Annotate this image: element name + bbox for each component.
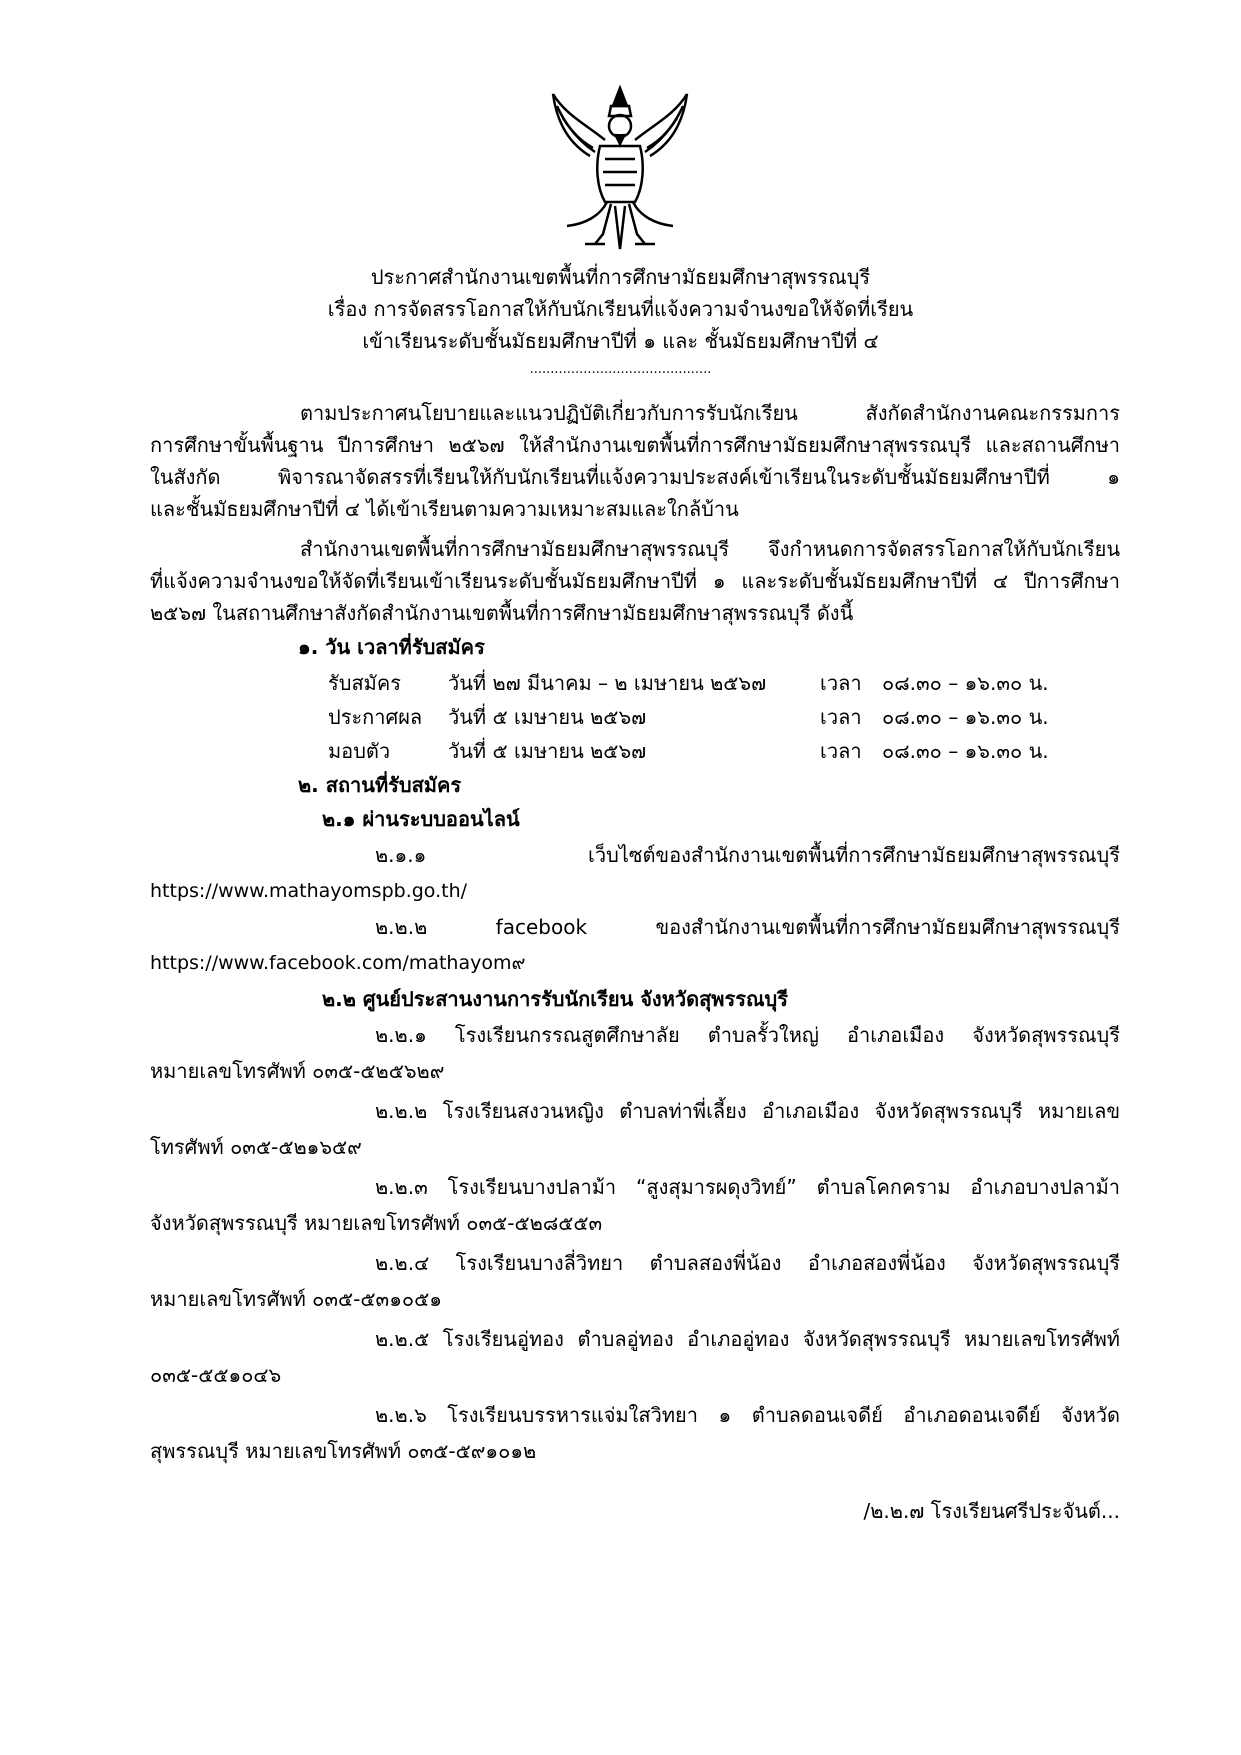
school-item-line1: ๒.๒.๒ โรงเรียนสงวนหญิง ตำบลท่าพี่เลี้ยง อำเภอเมือง จังหวัดสุพรรณบุรี หมายเลข — [375, 1099, 1120, 1123]
announcement-title: ประกาศสำนักงานเขตพื้นที่การศึกษามัธยมศึกษาสุพรรณบุรี — [370, 265, 871, 289]
schedule-time: ๐๘.๓๐ – ๑๖.๓๐ น. — [882, 705, 1049, 729]
schedule-date: วันที่ ๒๗ มีนาคม – ๒ เมษายน ๒๕๖๗ — [448, 671, 767, 695]
school-item-line1: ๒.๒.๕ โรงเรียนอู่ทอง ตำบลอู่ทอง อำเภออู่ทอง จังหวัดสุพรรณบุรี หมายเลขโทรศัพท์ — [375, 1327, 1120, 1351]
schedule-time-label: เวลา — [820, 671, 862, 695]
online-heading: ๒.๑ ผ่านระบบออนไลน์ — [322, 807, 520, 831]
coordination-heading: ๒.๒ ศูนย์ประสานงานการรับนักเรียน จังหวัดสุพรรณบุรี — [322, 987, 788, 1011]
para1-line4: และชั้นมัธยมศึกษาปีที่ ๔ ได้เข้าเรียนตามความเหมาะสมและใกล้บ้าน — [150, 497, 739, 521]
schedule-time: ๐๘.๓๐ – ๑๖.๓๐ น. — [882, 739, 1049, 763]
school-item-line2: หมายเลขโทรศัพท์ ๐๓๕-๕๒๕๖๒๙ — [150, 1059, 445, 1083]
facebook-url[interactable]: https://www.facebook.com/mathayom๙ — [150, 952, 526, 974]
school-item-line1: ๒.๒.๓ โรงเรียนบางปลาม้า “สูงสุมารผดุงวิทย์” ตำบลโคกคราม อำเภอบางปลาม้า — [375, 1175, 1120, 1199]
school-item-line2: โทรศัพท์ ๐๓๕-๕๒๑๖๕๙ — [150, 1135, 362, 1159]
school-item-line2: หมายเลขโทรศัพท์ ๐๓๕-๕๓๑๐๕๑ — [150, 1287, 442, 1311]
school-item-line1: ๒.๒.๑ โรงเรียนกรรณสูตศึกษาลัย ตำบลรั้วใหญ่ อำเภอเมือง จังหวัดสุพรรณบุรี — [375, 1023, 1120, 1047]
website-url[interactable]: https://www.mathayomspb.go.th/ — [150, 880, 468, 902]
para2-line3: ๒๕๖๗ ในสถานศึกษาสังกัดสำนักงานเขตพื้นที่การศึกษามัธยมศึกษาสุพรรณบุรี ดังนี้ — [150, 601, 854, 625]
school-item-line1: ๒.๒.๖ โรงเรียนบรรหารแจ่มใสวิทยา ๑ ตำบลดอนเจดีย์ อำเภอดอนเจดีย์ จังหวัด — [375, 1403, 1120, 1427]
schedule-date: วันที่ ๕ เมษายน ๒๕๖๗ — [448, 739, 647, 763]
schedule-label: รับสมัคร — [328, 671, 401, 695]
announcement-subject: เรื่อง การจัดสรรโอกาสให้กับนักเรียนที่แจ้งความจำนงขอให้จัดที่เรียน — [327, 297, 914, 321]
section2-heading: ๒. สถานที่รับสมัคร — [298, 773, 462, 797]
website-item: ๒.๑.๑ เว็บไซต์ของสำนักงานเขตพื้นที่การศึกษามัธยมศึกษาสุพรรณบุรี — [375, 843, 1120, 867]
section1-heading: ๑. วัน เวลาที่รับสมัคร — [298, 635, 485, 659]
schedule-time-label: เวลา — [820, 705, 862, 729]
schedule-label: ประกาศผล — [328, 705, 423, 729]
schedule-label: มอบตัว — [328, 739, 391, 763]
para1-line3: ในสังกัด พิจารณาจัดสรรที่เรียนให้กับนักเรียนที่แจ้งความประสงค์เข้าเรียนในระดับชั้นมัธยมศึกษาปีที่ ๑ — [150, 465, 1120, 489]
schedule-time-label: เวลา — [820, 739, 862, 763]
school-item-line2: ๐๓๕-๕๕๑๐๔๖ — [150, 1363, 282, 1387]
facebook-item: ๒.๒.๒ facebook ของสำนักงานเขตพื้นที่การศึกษามัธยมศึกษาสุพรรณบุรี — [375, 915, 1120, 939]
school-item-line1: ๒.๒.๔ โรงเรียนบางลี่วิทยา ตำบลสองพี่น้อง อำเภอสองพี่น้อง จังหวัดสุพรรณบุรี — [375, 1251, 1120, 1275]
para1-line1: ตามประกาศนโยบายและแนวปฏิบัติเกี่ยวกับการรับนักเรียน สังกัดสำนักงานคณะกรรมการ — [300, 401, 1120, 425]
continuation-note: /๒.๒.๗ โรงเรียนศรีประจันต์... — [863, 1499, 1120, 1523]
para1-line2: การศึกษาขั้นพื้นฐาน ปีการศึกษา ๒๕๖๗ ให้สำนักงานเขตพื้นที่การศึกษามัธยมศึกษาสุพรรณบุรี และสถานศึกษา — [150, 433, 1120, 457]
title-divider: ............................................ — [529, 362, 712, 377]
garuda-emblem — [545, 84, 695, 254]
para2-line2: ที่แจ้งความจำนงขอให้จัดที่เรียนเข้าเรียนระดับชั้นมัธยมศึกษาปีที่ ๑ และระดับชั้นมัธยมศึกษาปีที่ ๔ ปีการศึกษา — [150, 569, 1120, 593]
school-item-line2: สุพรรณบุรี หมายเลขโทรศัพท์ ๐๓๕-๕๙๑๐๑๒ — [150, 1439, 537, 1463]
para2-line1: สำนักงานเขตพื้นที่การศึกษามัธยมศึกษาสุพรรณบุรี จึงกำหนดการจัดสรรโอกาสให้กับนักเรียน — [300, 537, 1120, 561]
school-item-line2: จังหวัดสุพรรณบุรี หมายเลขโทรศัพท์ ๐๓๕-๕๒๘๕๕๓ — [150, 1211, 603, 1235]
schedule-date: วันที่ ๕ เมษายน ๒๕๖๗ — [448, 705, 647, 729]
announcement-subject-cont: เข้าเรียนระดับชั้นมัธยมศึกษาปีที่ ๑ และ ชั้นมัธยมศึกษาปีที่ ๔ — [362, 329, 879, 353]
schedule-time: ๐๘.๓๐ – ๑๖.๓๐ น. — [882, 671, 1049, 695]
